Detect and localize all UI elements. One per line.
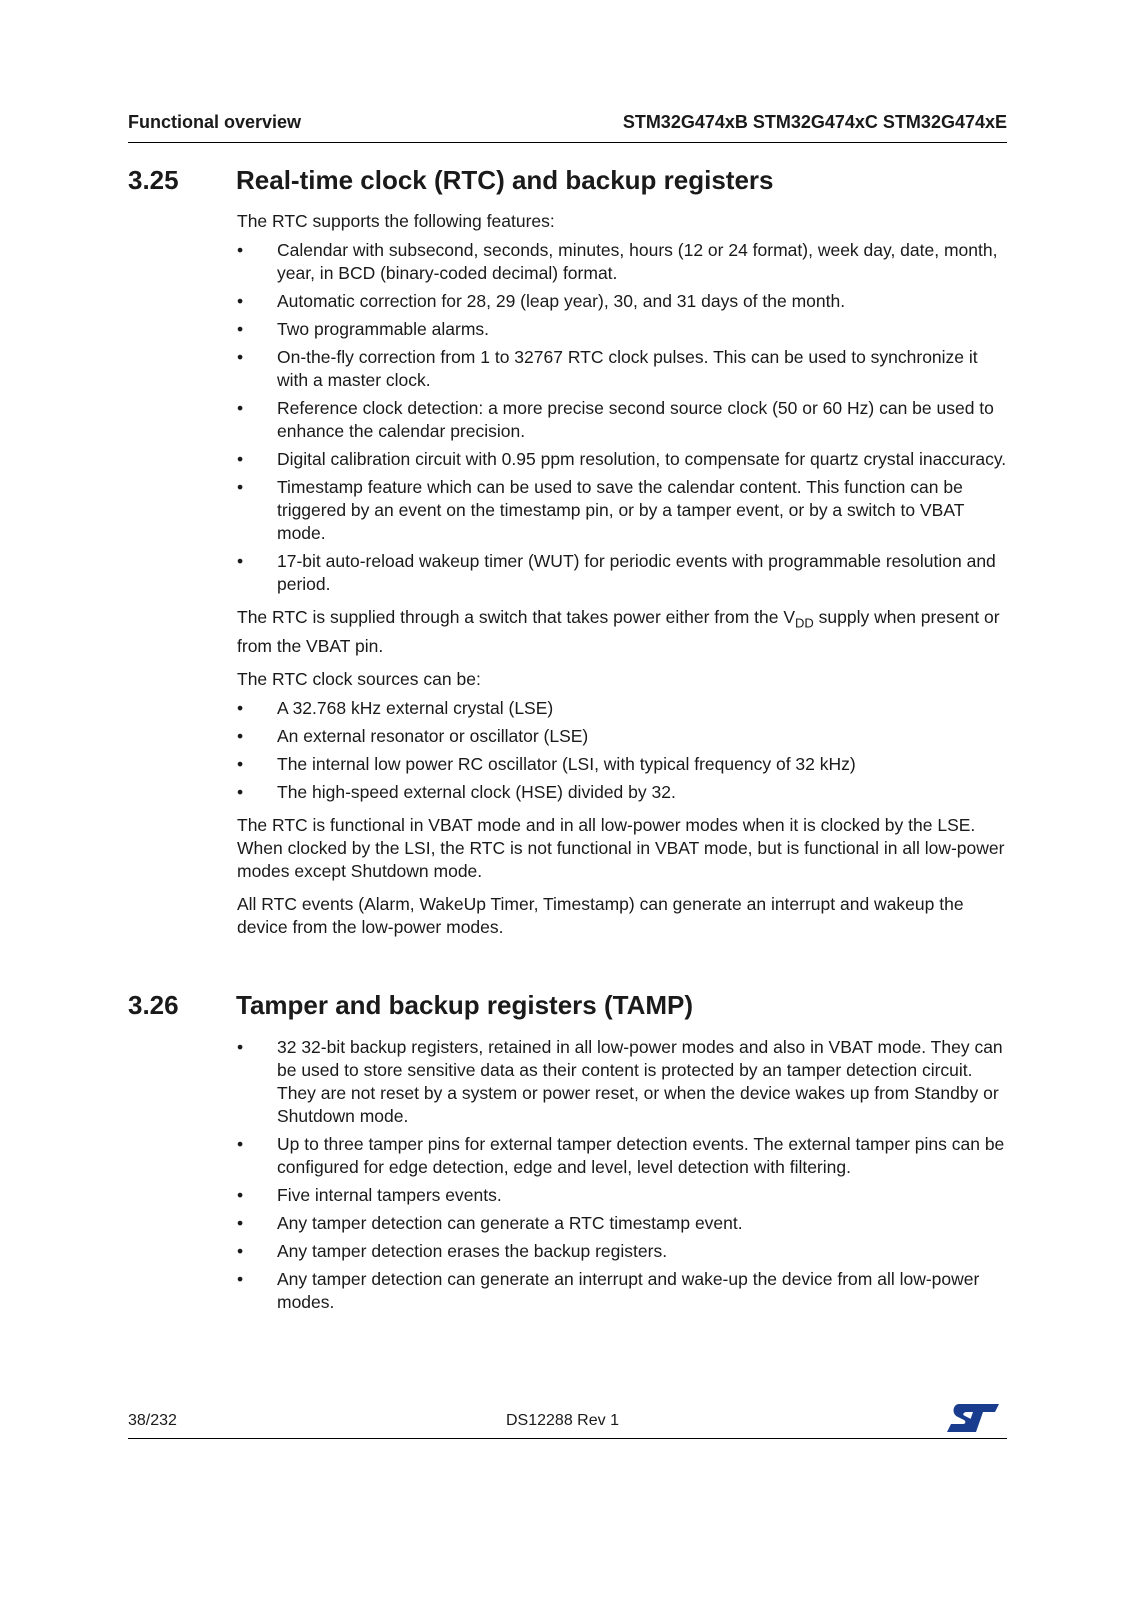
list-item [237,1036,1007,1128]
list-item [237,781,1007,804]
rtc-supply-paragraph [237,606,1007,658]
bullet-icon: • [237,1213,244,1233]
list-item-text: Automatic correction for 28, 29 (leap year), 30, and 31 days of the month. [277,291,846,311]
page-header [128,108,1007,143]
list-item [237,1240,1007,1263]
section-number: 3.26 [128,990,179,1020]
section-number: 3.25 [128,165,179,195]
page-number: 38/232 [128,1412,177,1429]
bullet-icon: • [237,753,244,774]
list-item-text: Timestamp feature which can be used to save the calendar content. This function can be triggered by an event on the timestamp pin, or by a tamper event, or by a switch to VBAT mode. [277,477,965,543]
list-item-text: Any tamper detection can generate a RTC timestamp event. [277,1213,743,1233]
rtc-clock-sources-intro: The RTC clock sources can be: [237,668,481,689]
list-item-text: The internal low power RC oscillator (LSI, with typical frequency of 32 kHz) [277,753,856,774]
list-item-text: Digital calibration circuit with 0.95 ppm resolution, to compensate for quartz crystal inaccuracy. [277,449,1007,469]
list-item-text: Two programmable alarms. [277,319,490,339]
rtc-vbat-paragraph: The RTC is functional in VBAT mode and in all low-power modes when it is clocked by the LSE. When clocked by the LSI, the RTC is not functional in VBAT mode, but is functional in all low-power modes except Shutdown mode. [237,814,1005,881]
list-item-text: The high-speed external clock (HSE) divided by 32. [277,781,676,802]
st-logo-icon [945,1402,1001,1434]
document-id: DS12288 Rev 1 [506,1412,619,1429]
list-item-text: 17-bit auto-reload wakeup timer (WUT) for periodic events with programmable resolution and period. [277,551,996,594]
list-item-text: A 32.768 kHz external crystal (LSE) [277,697,554,718]
bullet-icon: • [237,1134,244,1154]
bullet-icon: • [237,449,244,469]
rtc-intro: The RTC supports the following features: [237,211,555,231]
section-3-25-body [237,210,1007,939]
supply-text-end: supply when present or from the VBAT pin. [237,607,1000,656]
section-3-26-body [237,1036,1007,1314]
rtc-clock-source-list [237,697,1007,804]
rtc-feature-list [237,239,1007,596]
supply-text-start: The RTC is supplied through a switch that takes power either from the V [237,607,796,627]
list-item [237,1212,1007,1235]
page-footer [128,1406,1007,1439]
vdd-subscript: DD [795,615,814,631]
section-title: Tamper and backup registers (TAMP) [236,990,694,1020]
list-item [237,346,1007,392]
list-item [237,725,1007,748]
list-item-text: Calendar with subsecond, seconds, minutes, hours (12 or 24 format), week day, date, month, year, in BCD (binary-coded decimal) format. [277,240,998,283]
list-item-text: An external resonator or oscillator (LSE) [277,725,589,746]
list-item-text: Reference clock detection: a more precise second source clock (50 or 60 Hz) can be used to enhance the calendar precision. [277,398,994,441]
list-item [237,697,1007,720]
bullet-icon: • [237,1185,244,1205]
list-item-text: Up to three tamper pins for external tamper detection events. The external tamper pins can be configured for edge detection, edge and level, level detection with filtering. [277,1134,1005,1177]
list-item [237,448,1007,471]
list-item [237,290,1007,313]
bullet-icon: • [237,1269,244,1289]
list-item [237,753,1007,776]
bullet-icon: • [237,291,244,311]
bullet-icon: • [237,477,244,497]
section-3-25-heading [128,165,1008,197]
list-item-text: On-the-fly correction from 1 to 32767 RTC clock pulses. This can be used to synchronize it with a master clock. [277,347,978,390]
list-item-text: Five internal tampers events. [277,1185,502,1205]
list-item-text: Any tamper detection can generate an interrupt and wake-up the device from all low-power modes. [277,1269,980,1312]
list-item-text: 32 32-bit backup registers, retained in all low-power modes and also in VBAT mode. They can be used to store sensitive data as their content is protected by an tamper detection circuit. They are not reset by a system or power reset, or when the device wakes up from Standby or Shutdown mode. [277,1037,1003,1126]
bullet-icon: • [237,551,244,571]
section-title: Real-time clock (RTC) and backup registers [236,165,774,195]
rtc-events-paragraph: All RTC events (Alarm, WakeUp Timer, Timestamp) can generate an interrupt and wakeup the device from the low-power modes. [237,893,964,937]
list-item [237,1133,1007,1179]
bullet-icon: • [237,398,244,418]
list-item [237,318,1007,341]
list-item-text: Any tamper detection erases the backup registers. [277,1241,668,1261]
header-section-name: Functional overview [128,112,302,132]
bullet-icon: • [237,240,244,260]
tamp-feature-list [237,1036,1007,1314]
bullet-icon: • [237,1037,244,1057]
list-item [237,550,1007,596]
section-3-26-heading [128,990,1008,1022]
list-item [237,397,1007,443]
bullet-icon: • [237,697,244,718]
list-item [237,1268,1007,1314]
bullet-icon: • [237,1241,244,1261]
bullet-icon: • [237,725,244,746]
bullet-icon: • [237,347,244,367]
bullet-icon: • [237,781,244,802]
list-item [237,476,1007,545]
list-item [237,239,1007,285]
header-part-numbers: STM32G474xB STM32G474xC STM32G474xE [622,112,1007,132]
list-item [237,1184,1007,1207]
bullet-icon: • [237,319,244,339]
